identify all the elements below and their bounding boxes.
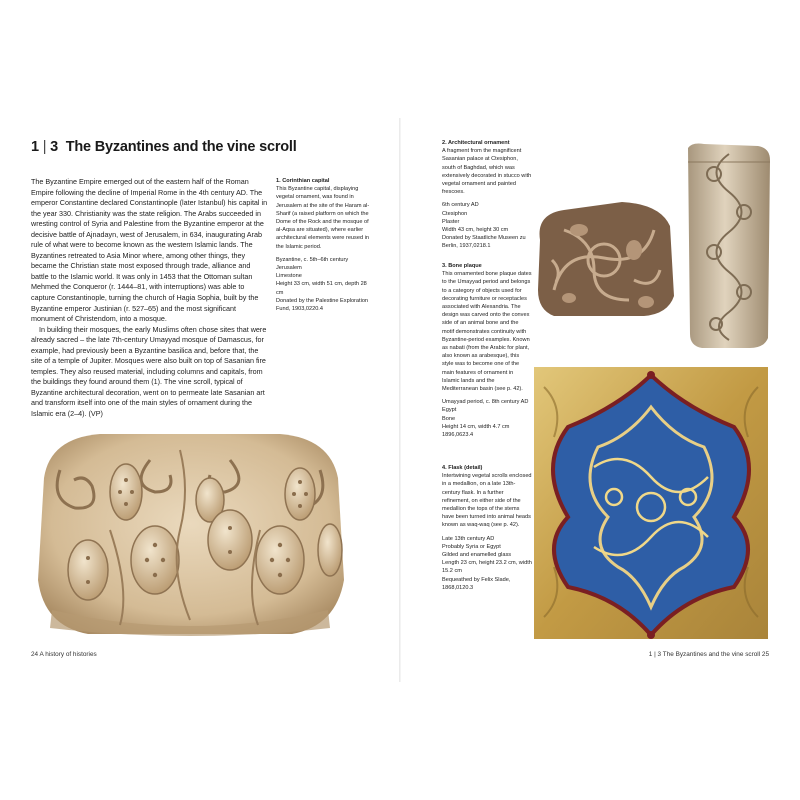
caption-detail: 1896,0623.4 bbox=[442, 432, 474, 439]
caption-detail: Width 43 cm, height 30 cm bbox=[442, 227, 509, 234]
caption-detail: 6th century AD bbox=[442, 202, 479, 209]
flask-detail-image bbox=[534, 367, 768, 639]
body-paragraph: The Byzantine Empire emerged out of the eastern half of the Roman Empire following the decline of Imperial Rome in the 4th century AD. The emperor Constantine declared Constantinople (later Istanbul) his capital in the year 330. Christianity was the state religion. The Arabs succeeded in wresting control of Syria and Palestine from the Byzantine emperor at the decisive battle of Ajnadayn, west of Jerusalem, in 634, inaugurating Arab rule of what were to become known as the western Islamic lands. The Byzantines retreated to Asia Minor where, among other things, they became the Christian state most exposed through trade, alliance and battle to the Islamic world. It was only in 1453 that the Ottoman sultan Mehmed the Conqueror (r. 1444–81, with interruptions) was able to capture Constantinople, turning the church of Hagia Sophia, built by the Byzantine emperor Justinian (r. 527–65) and the most significant monument of Christendom, into a mosque. bbox=[31, 177, 268, 324]
book-gutter bbox=[399, 118, 401, 682]
caption-detail: Jerusalem bbox=[276, 265, 302, 272]
caption-heading: 3. Bone plaque bbox=[442, 263, 482, 269]
bone-plaque-image bbox=[684, 142, 774, 350]
caption-detail: Egypt bbox=[442, 407, 457, 414]
caption-detail: Donated by the Palestine Exploration Fund, 1903,0220.4 bbox=[276, 297, 369, 313]
caption-detail: Bequeathed by Felix Slade, 1868,0120.3 bbox=[442, 576, 511, 591]
caption-detail: Probably Syria or Egypt bbox=[442, 543, 501, 550]
corinthian-capital-image bbox=[30, 430, 348, 642]
page-title bbox=[31, 139, 297, 155]
caption-detail: Donated by Staatliche Museen zu Berlin, 1937,0218.1 bbox=[442, 235, 526, 250]
caption-text: Intertwining vegetal scrolls enclosed in a medallion, on a late 13th-century flask. In a further refinement, on either side of the medallion the tops of the stems have been turned into animal heads known as waq-waq (see p. 42). bbox=[442, 473, 532, 529]
caption-text: This Byzantine capital, displaying vegetal ornament, was found in Jerusalem at the site of the Haram al-Sharif (a raised platform on which the Dome of the Rock and the mosque of al-Aqsa are situated), where earlier architectural elements were reused in the Islamic period. bbox=[276, 186, 370, 250]
caption-heading: 4. Flask (detail) bbox=[442, 465, 483, 471]
caption-detail: Umayyad period, c. 8th century AD bbox=[442, 399, 529, 406]
caption-detail: Ctesiphon bbox=[442, 210, 468, 217]
caption-architectural-ornament bbox=[442, 139, 532, 251]
caption-detail: Height 14 cm, width 4.7 cm bbox=[442, 423, 510, 430]
caption-detail: Gilded and enamelled glass bbox=[442, 552, 512, 559]
title-separator: | bbox=[42, 139, 47, 155]
folio-left: 24 A history of histories bbox=[31, 651, 97, 658]
body-paragraph: In building their mosques, the early Muslims often chose sites that were already sacred – the late 7th-century Umayyad mosque of Damascus, for example, had previously been a Byzantine basilica and, before that, the site of a temple of Jupiter. Mosques were also built on top of Sasanian fire temples. They also reused material, including columns and capitals, from the buildings they found around them (1). The vine scroll, typical of Byzantine architectural decoration, went on to permeate late Sasanian art and transform itself into one of the main styles of ornament during the Islamic era (2–4). (VP) bbox=[31, 324, 267, 419]
title-number: 1 bbox=[31, 139, 39, 155]
title-subnumber: 3 bbox=[50, 139, 59, 155]
caption-detail: Byzantine, c. 5th–6th century bbox=[276, 256, 349, 263]
stucco-ornament-image bbox=[534, 200, 676, 318]
caption-detail: Late 13th century AD bbox=[442, 535, 495, 542]
caption-corinthian-capital bbox=[276, 177, 372, 313]
title-text: The Byzantines and the vine scroll bbox=[65, 139, 297, 155]
body-text bbox=[31, 177, 268, 420]
caption-bone-plaque bbox=[442, 262, 532, 439]
caption-heading: 2. Architectural ornament bbox=[442, 140, 510, 146]
caption-text: This ornamented bone plaque dates to the Umayyad period and belongs to a category of objects used for decorating furniture or receptacles associated with Alexandria. The design was carved onto the convex side of an animal bone and the motif demonstrates continuity with Byzantine-period examples. Known as nabati (from the Arabic for plant, also known as arabesque), this style was to become one of the main features of ornament in Islamic lands and the Mediterranean basin (see p. 42). bbox=[442, 271, 532, 393]
caption-detail: Length 23 cm, height 23.2 cm, width 15.2 cm bbox=[442, 560, 532, 575]
caption-detail: Plaster bbox=[442, 218, 460, 225]
caption-text: A fragment from the magnificent Sasanian palace at Ctesiphon, south of Baghdad, which was extensively decorated in stucco with vegetal ornament and painted frescoes. bbox=[442, 148, 532, 196]
caption-flask bbox=[442, 464, 532, 592]
caption-detail: Limestone bbox=[276, 273, 302, 280]
folio-right: 1 | 3 The Byzantines and the vine scroll 25 bbox=[648, 651, 769, 658]
caption-detail: Bone bbox=[442, 415, 456, 422]
caption-heading: 1. Corinthian capital bbox=[276, 178, 330, 184]
caption-detail: Height 33 cm, width 51 cm, depth 28 cm bbox=[276, 281, 367, 296]
